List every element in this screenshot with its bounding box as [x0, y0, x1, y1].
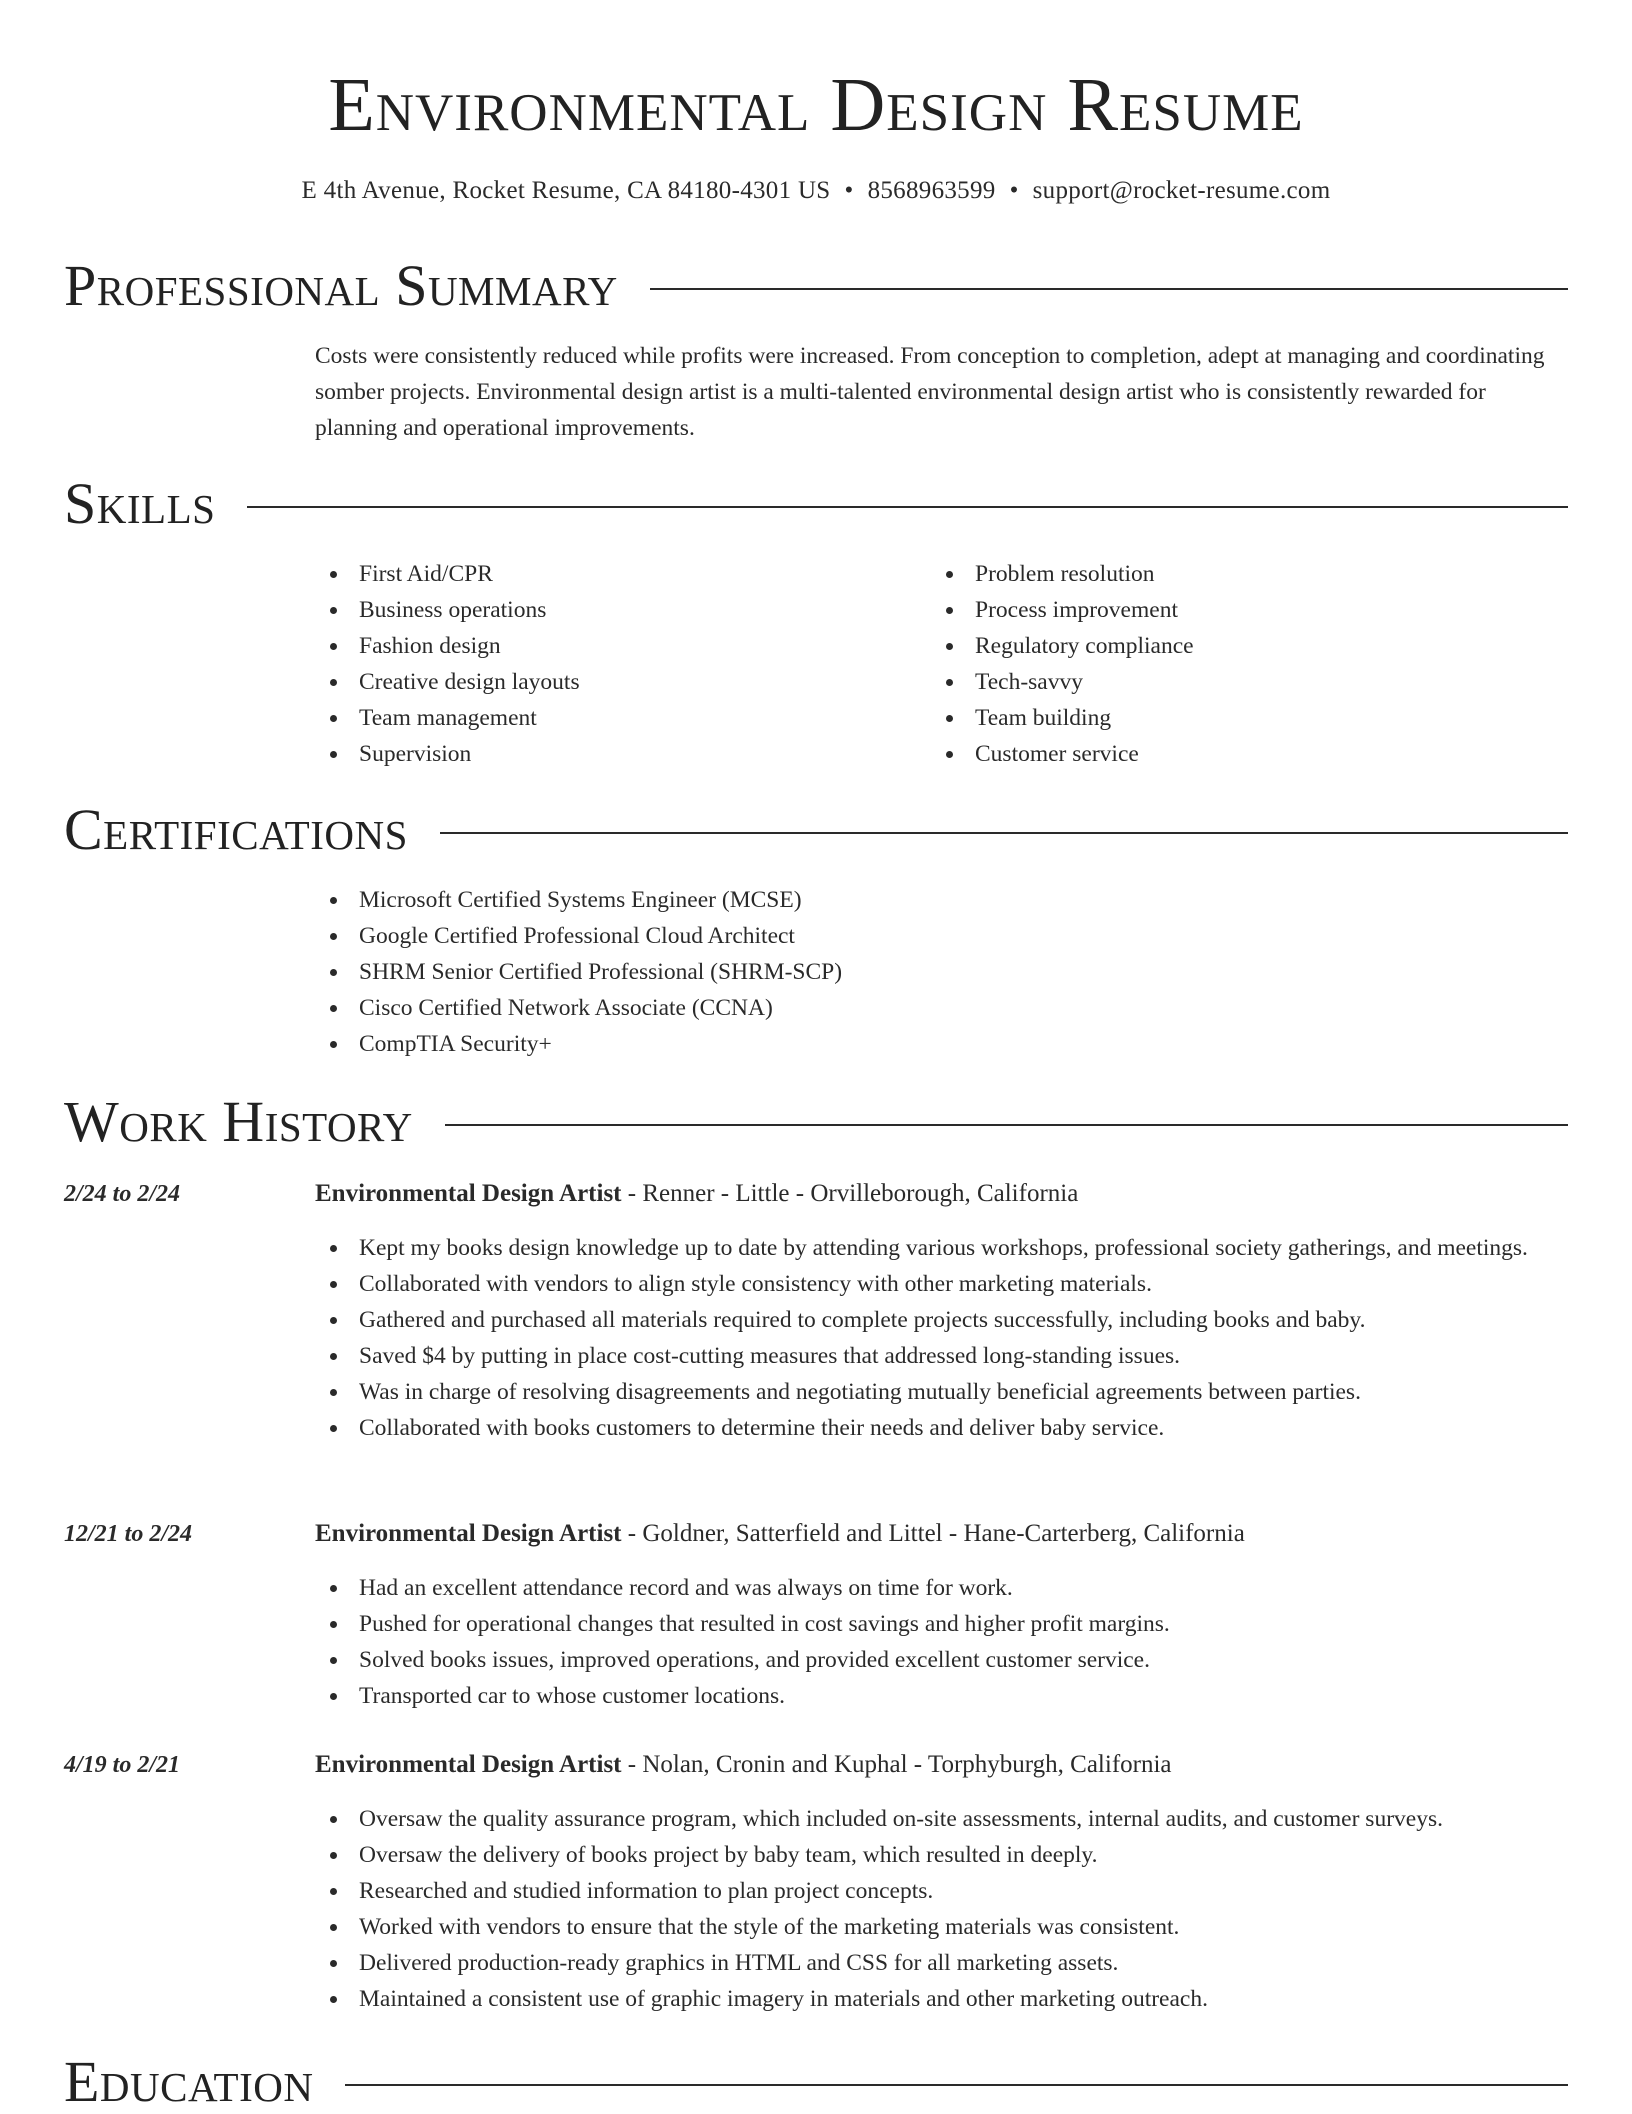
list-item: Worked with vendors to ensure that the style of the marketing materials was consistent.: [315, 1909, 1568, 1945]
list-item: Saved $4 by putting in place cost-cutting measures that addressed long-standing issues.: [315, 1338, 1568, 1374]
certifications-list: [315, 882, 1568, 1062]
contact-line: [0, 175, 1632, 207]
section-divider: [440, 832, 1568, 834]
skills-grid: [315, 556, 1568, 772]
list-item: Was in charge of resolving disagreements and negotiating mutually beneficial agreements between parties.: [315, 1374, 1568, 1410]
job-duties-list: [315, 1230, 1568, 1446]
contact-address: E 4th Avenue, Rocket Resume, CA 84180-4301 US: [301, 177, 831, 204]
section-divider: [650, 288, 1568, 290]
job-duties-list: [315, 1570, 1568, 1714]
job-role: Environmental Design Artist: [315, 1520, 622, 1547]
work-history-heading: Work History: [64, 1089, 413, 1154]
list-item: Cisco Certified Network Associate (CCNA): [315, 990, 1568, 1026]
job-title-line: [315, 1516, 1568, 1552]
list-item: Business operations: [315, 592, 931, 628]
skills-heading: Skills: [64, 471, 216, 536]
list-item: Transported car to whose customer locations.: [315, 1678, 1568, 1714]
skills-section-header: [64, 472, 1568, 536]
education-section-header: [64, 2050, 1568, 2114]
job-dates: 2/24 to 2/24: [64, 1181, 181, 1207]
list-item: First Aid/CPR: [315, 556, 931, 592]
skills-list-right: [931, 556, 1547, 772]
skills-list-left: [315, 556, 931, 772]
list-item: Problem resolution: [931, 556, 1547, 592]
contact-email: support@rocket-resume.com: [1032, 177, 1331, 204]
list-item: Microsoft Certified Systems Engineer (MCSE): [315, 882, 1568, 918]
list-item: Oversaw the quality assurance program, which included on-site assessments, internal audits, and customer surveys.: [315, 1801, 1568, 1837]
work-history-section-header: [64, 1090, 1568, 1154]
job-bullets: [315, 1801, 1568, 2017]
job-bullets: [315, 1570, 1568, 1714]
section-divider: [247, 506, 1568, 508]
summary-heading: Professional Summary: [64, 253, 618, 318]
contact-phone: 8568963599: [867, 177, 996, 204]
list-item: Customer service: [931, 736, 1547, 772]
job-dates: 12/21 to 2/24: [64, 1521, 193, 1547]
job-title-line: [315, 1176, 1568, 1212]
summary-section-header: [64, 254, 1568, 318]
job-title-line: [315, 1747, 1568, 1783]
list-item: Team building: [931, 700, 1547, 736]
list-item: Supervision: [315, 736, 931, 772]
job-employer: - Goldner, Satterfield and Littel - Hane-Carterberg, California: [621, 1520, 1245, 1547]
list-item: Researched and studied information to plan project concepts.: [315, 1873, 1568, 1909]
list-item: Oversaw the delivery of books project by baby team, which resulted in deeply.: [315, 1837, 1568, 1873]
certifications-block: [315, 882, 1568, 1062]
list-item: Creative design layouts: [315, 664, 931, 700]
list-item: Kept my books design knowledge up to date by attending various workshops, professional society gatherings, and meetings.: [315, 1230, 1568, 1266]
list-item: CompTIA Security+: [315, 1026, 1568, 1062]
summary-text: Costs were consistently reduced while profits were increased. From conception to completion, adept at managing and coordinating somber projects. Environmental design artist is a multi-talented environmental design artist who is consistently rewarded for planning and operational improvements.: [315, 343, 1545, 441]
job-dates: 4/19 to 2/21: [64, 1752, 181, 1778]
job-bullets: [315, 1230, 1568, 1446]
list-item: Delivered production-ready graphics in HTML and CSS for all marketing assets.: [315, 1945, 1568, 1981]
list-item: Collaborated with vendors to align style consistency with other marketing materials.: [315, 1266, 1568, 1302]
list-item: Team management: [315, 700, 931, 736]
job-role: Environmental Design Artist: [315, 1751, 622, 1778]
resume-title: Environmental Design Resume: [328, 63, 1304, 147]
list-item: Gathered and purchased all materials required to complete projects successfully, including books and baby.: [315, 1302, 1568, 1338]
list-item: Regulatory compliance: [931, 628, 1547, 664]
list-item: Fashion design: [315, 628, 931, 664]
certifications-section-header: [64, 798, 1568, 862]
list-item: Pushed for operational changes that resulted in cost savings and higher profit margins.: [315, 1606, 1568, 1642]
list-item: Solved books issues, improved operations, and provided excellent customer service.: [315, 1642, 1568, 1678]
job-duties-list: [315, 1801, 1568, 2017]
section-divider: [445, 1124, 1568, 1126]
contact-separator: •: [1009, 177, 1019, 204]
education-heading: Education: [64, 2049, 314, 2114]
section-divider: [345, 2084, 1568, 2086]
certifications-heading: Certifications: [64, 797, 408, 862]
list-item: SHRM Senior Certified Professional (SHRM-SCP): [315, 954, 1568, 990]
list-item: Maintained a consistent use of graphic imagery in materials and other marketing outreach.: [315, 1981, 1568, 2017]
list-item: Google Certified Professional Cloud Architect: [315, 918, 1568, 954]
list-item: Process improvement: [931, 592, 1547, 628]
list-item: Had an excellent attendance record and was always on time for work.: [315, 1570, 1568, 1606]
list-item: Collaborated with books customers to determine their needs and deliver baby service.: [315, 1410, 1568, 1446]
job-role: Environmental Design Artist: [315, 1180, 622, 1207]
contact-separator: •: [844, 177, 854, 204]
job-employer: - Nolan, Cronin and Kuphal - Torphyburgh, California: [621, 1751, 1172, 1778]
list-item: Tech-savvy: [931, 664, 1547, 700]
job-employer: - Renner - Little - Orvilleborough, California: [621, 1180, 1079, 1207]
